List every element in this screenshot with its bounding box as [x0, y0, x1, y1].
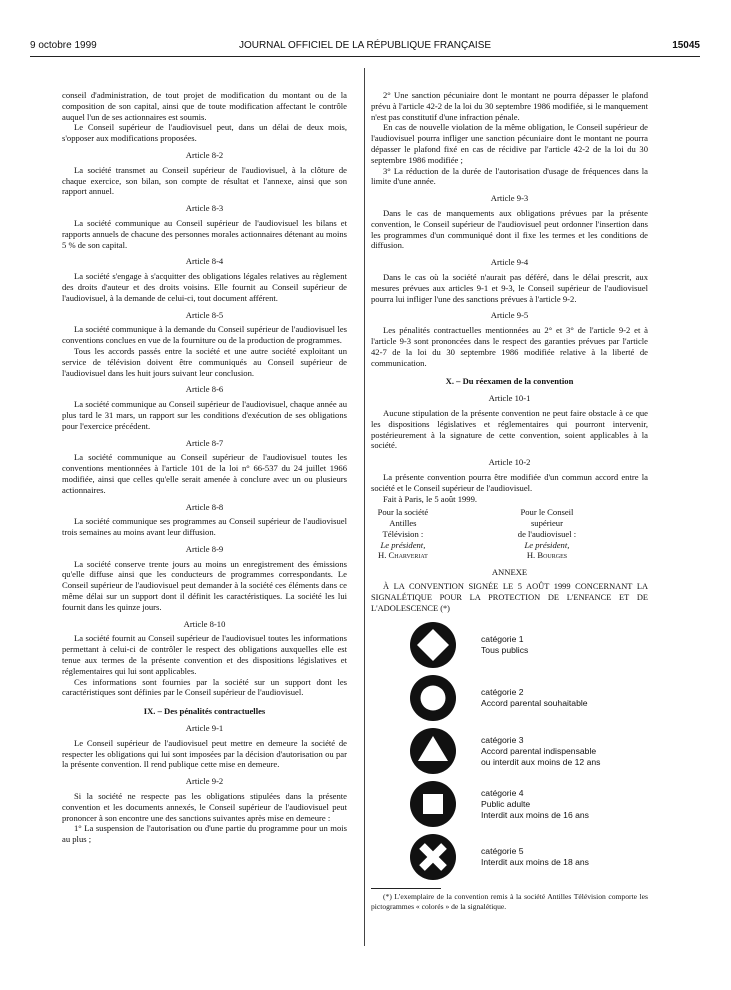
paragraph: 2° Une sanction pécuniaire dont le montant ne pourra dépasser le plafond prévu à l'article 42-2 de la loi du 30 septembre 1986 modifiée, si le manquement n'est pas constitutif d'une infraction pénale. — [371, 90, 648, 122]
paragraph: 1° La suspension de l'autorisation ou d'une partie du programme pour un mois au plus ; — [62, 823, 347, 845]
article-heading: Article 8-2 — [185, 149, 224, 160]
paragraph: La société communique au Conseil supérieur de l'audiovisuel les bilans et rapports annuels de chacune des personnes morales actionnaires détenant au moins 5 % de son capital. — [62, 217, 347, 250]
signatory-role: Le président, — [524, 539, 570, 550]
annex-heading: ANNEXE — [491, 567, 528, 578]
category-item — [371, 673, 648, 723]
category-label: Interdit aux moins de 18 ans — [481, 857, 589, 868]
category-title: catégorie 4 — [481, 787, 524, 798]
right-column — [371, 90, 648, 911]
column-divider — [364, 68, 365, 946]
paragraph: La société communique à la demande du Conseil supérieur de l'audiovisuel les conventions conclues en vue de la fourniture ou de la production de programmes. — [62, 324, 347, 346]
square-in-circle-icon — [409, 780, 457, 828]
paragraph: La présente convention pourra être modifiée d'un commun accord entre la société et le Conseil supérieur de l'audiovisuel. — [371, 471, 648, 493]
signatory-name: H. Charveriat — [378, 550, 428, 561]
signature-right — [515, 507, 648, 561]
article-heading: Article 8-5 — [185, 309, 224, 320]
paragraph: En cas de nouvelle violation de la même obligation, le Conseil supérieur de l'audiovisuel pourra infliger une sanction pécuniaire dont le montant ne pourra dépasser le plafond fixé en cas de récidive par l'article 42-2 de la loi du 30 septembre 1986 modifiée ; — [371, 122, 648, 165]
section-heading — [62, 706, 347, 717]
paragraph: Si la société ne respecte pas les obligations stipulées dans la présente convention et les documents annexés, le Conseil supérieur de l'audiovisuel peut prononcer à son encontre une des sanctions suivantes après mise en demeure : — [62, 791, 347, 823]
paragraph: Dans le cas où la société n'aurait pas déféré, dans le délai prescrit, aux mesures prévues aux articles 9-1 et 9-3, le Conseil supérieur de l'audiovisuel pourra lui infliger l'une des sanctions prévues à l'article 9-2. — [371, 271, 648, 304]
signatory-org: Pour le Conseil supérieur — [520, 507, 574, 529]
signature-block — [371, 507, 648, 561]
triangle-in-circle-icon — [409, 727, 457, 775]
article-heading: Article 8-10 — [183, 618, 226, 629]
footnote-rule — [371, 888, 441, 889]
article-heading: Article 8-7 — [185, 437, 224, 448]
paragraph: Le Conseil supérieur de l'audiovisuel peut mettre en demeure la société de respecter les obligations qui lui sont imposées par la décision d'autorisation ou par la présente convention. Il rend publique cette mise en demeure. — [62, 737, 347, 770]
paragraph: Les pénalités contractuelles mentionnées au 2° et 3° de l'article 9-2 et à l'article 9-3 sont prononcées dans le respect des garanties prévues par l'article 42-7 de la loi du 30 septembre 1986 modifiée relative à la liberté de communication. — [371, 325, 648, 368]
category-label: Accord parental indispensable — [481, 745, 597, 756]
left-column — [62, 90, 347, 845]
article-heading: Article 10-2 — [488, 457, 531, 468]
article-heading: Article 9-2 — [185, 776, 224, 787]
section-heading — [371, 376, 648, 387]
page-number: 15045 — [672, 40, 700, 51]
paragraph: La société conserve trente jours au moins un enregistrement des émissions qu'elle diffuse ainsi que les conducteurs de programmes correspondants. Le Conseil supérieur de l'audiovisuel peut demander à la société ces éléments dans ce même délai sur un support dont il définit les caractéristiques. La société les lui fournit dans les quinze jours. — [62, 558, 347, 612]
paragraph: Tous les accords passés entre la société et une autre société exploitant un service de télévision doivent être communiqués au Conseil supérieur de l'audiovisuel dans les huit jours suivant leur conclusion. — [62, 345, 347, 378]
category-title: catégorie 2 — [481, 687, 524, 698]
article-heading: Article 8-9 — [185, 543, 224, 554]
signatory-org: de l'audiovisuel : — [517, 528, 577, 539]
paragraph: Aucune stipulation de la présente convention ne peut faire obstacle à ce que les dispositions législatives et réglementaires qui pourront intervenir, postérieurement à la signature de cette convention, soient applicables à la société. — [371, 407, 648, 451]
paragraph: La société communique au Conseil supérieur de l'audiovisuel, chaque année au plus tard le 31 mars, un rapport sur les conditions d'exécution de ses obligations pour l'exercice précédent. — [62, 399, 347, 431]
article-heading: Article 9-5 — [490, 310, 529, 321]
paragraph: La société communique ses programmes au Conseil supérieur de l'audiovisuel trois semaines au moins avant leur diffusion. — [62, 516, 347, 538]
signatory-role: Le président, — [380, 539, 426, 550]
paragraph: La société transmet au Conseil supérieur de l'audiovisuel, à la clôture de chaque exercice, son bilan, son compte de résultat et l'annexe, ainsi que son rapport annuel. — [62, 164, 347, 197]
paragraph: 3° La réduction de la durée de l'autorisation d'usage de fréquences dans la limite d'une année. — [371, 165, 648, 187]
journal-title: JOURNAL OFFICIEL DE LA RÉPUBLIQUE FRANÇAISE — [238, 40, 492, 51]
article-heading: Article 8-4 — [185, 256, 224, 267]
diamond-in-circle-icon — [409, 621, 457, 669]
signing-place-date: Fait à Paris, le 5 août 1999. — [383, 493, 478, 504]
category-label: Tous publics — [481, 645, 529, 656]
footnote: (*) L'exemplaire de la convention remis à la société Antilles Télévision comporte les pictogrammes « colorés » de la signalétique. — [371, 892, 648, 911]
issue-date: 9 octobre 1999 — [30, 40, 97, 51]
paragraph: Le Conseil supérieur de l'audiovisuel peut, dans un délai de deux mois, s'opposer aux modifications proposées. — [62, 122, 347, 144]
section-title: X. – Du réexamen de la convention — [445, 376, 574, 387]
paragraph: La société fournit au Conseil supérieur de l'audiovisuel toutes les informations permettant à celui-ci de contrôler le respect des obligations auxquelles elle est tenue aux termes de la présente convention et des dispositions législatives et réglementaires qui lui sont applicables. — [62, 633, 347, 676]
category-item — [371, 620, 648, 670]
category-title: catégorie 3 — [481, 734, 524, 745]
category-item — [371, 726, 648, 776]
paragraph: La société s'engage à s'acquitter des obligations légales relatives au règlement des droits d'auteur et des droits voisins. Elle fournit au Conseil supérieur de l'audiovisuel, à la demande de celui-ci, tout document afférent. — [62, 271, 347, 303]
paragraph: Dans le cas de manquements aux obligations prévues par la présente convention, le Conseil supérieur de l'audiovisuel peut ordonner l'insertion dans les programmes d'un communiqué dont il fixe les termes et les conditions de diffusion. — [371, 207, 648, 251]
signatory-name: H. Bourges — [526, 550, 568, 561]
article-heading: Article 8-3 — [185, 203, 224, 214]
article-heading: Article 8-6 — [185, 384, 224, 395]
annex-title: À LA CONVENTION SIGNÉE LE 5 AOÛT 1999 CONCERNANT LA SIGNALÉTIQUE POUR LA PROTECTION DE L'ENFANCE ET DE L'ADOLESCENCE (*) — [371, 582, 648, 613]
article-heading: Article 9-4 — [490, 257, 529, 268]
page-header — [30, 40, 700, 54]
category-title: catégorie 1 — [481, 634, 524, 645]
signature-left — [371, 507, 504, 561]
signatory-org: Antilles Télévision : — [382, 518, 424, 539]
category-list — [371, 620, 648, 882]
category-label: Public adulte — [481, 798, 531, 809]
article-heading: Article 8-8 — [185, 501, 224, 512]
paragraph: La société communique au Conseil supérieur de l'audiovisuel toutes les conventions mentionnées à l'article 101 de la loi n° 66-537 du 24 juillet 1966 modifiée, ainsi que celles qu'elle serait amenée à conclure avec un ou plusieurs actionnaires. — [62, 452, 347, 495]
ring-icon — [409, 674, 457, 722]
article-heading: Article 10-1 — [488, 393, 531, 404]
signatory-org: Pour la société — [377, 507, 429, 518]
section-title: IX. – Des pénalités contractuelles — [143, 706, 266, 717]
cross-in-circle-icon — [409, 833, 457, 881]
category-label: Interdit aux moins de 16 ans — [481, 809, 589, 820]
header-rule — [30, 56, 700, 57]
article-heading: Article 9-1 — [185, 723, 224, 734]
article-heading: Article 9-3 — [490, 193, 529, 204]
category-label: ou interdit aux moins de 12 ans — [481, 756, 601, 767]
paragraph: Ces informations sont fournies par la société sur un support dont les caractéristiques sont définies par le Conseil supérieur de l'audiovisuel. — [62, 676, 347, 698]
category-title: catégorie 5 — [481, 846, 524, 857]
paragraph: conseil d'administration, de tout projet de modification du montant ou de la composition de son capital, ainsi que de toute modification affectant le contrôle auquel l'un de ses actionnaires est soumis. — [62, 90, 347, 122]
category-label: Accord parental souhaitable — [481, 698, 588, 709]
category-item — [371, 779, 648, 829]
category-item — [371, 832, 648, 882]
